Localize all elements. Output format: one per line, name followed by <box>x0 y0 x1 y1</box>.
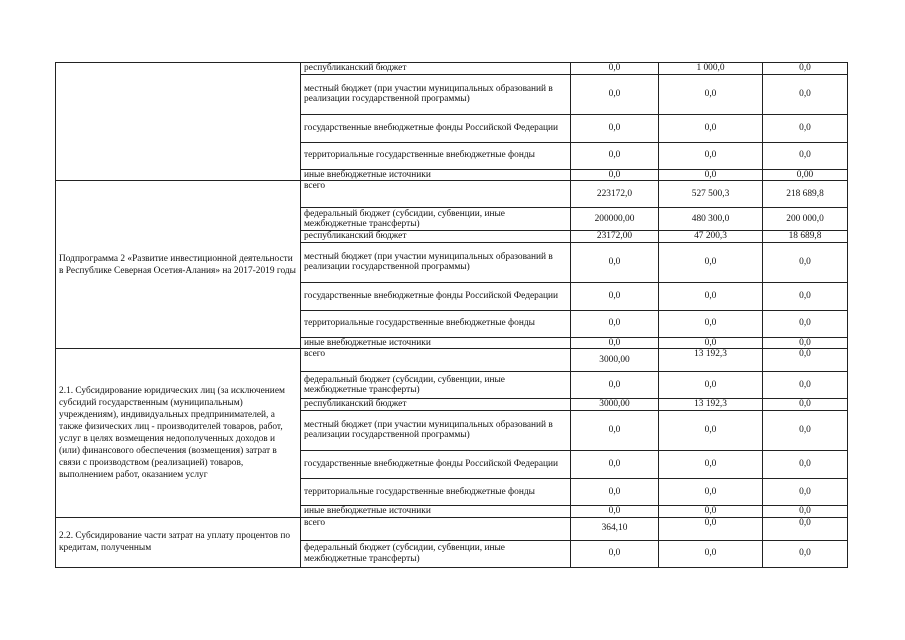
funding-source-cell: государственные внебюджетные фонды Российской Федерации <box>301 282 571 310</box>
value-cell-year-2: 0,0 <box>659 337 763 349</box>
funding-source-cell: местный бюджет (при участии муниципальных образований в реализации государственной программы) <box>301 242 571 282</box>
funding-source-cell: местный бюджет (при участии муниципальных образований в реализации государственной программы) <box>301 410 571 450</box>
program-name-cell: 2.1. Субсидирование юридических лиц (за исключением субсидий государственным (муниципальным) учреждениям), индивидуальных предпринимателей, а также физических лиц - производителей товаров, работ, услуг в целях возмещения недополученных доходов и (или) финансового обеспечения (возмещения) затрат в связи с производством (реализацией) товаров, выполнением работ, оказанием услуг <box>56 349 301 517</box>
value-cell-year-3: 0,0 <box>763 540 848 567</box>
funding-source-cell: иные внебюджетные источники <box>301 505 571 517</box>
value-cell-year-3: 0,00 <box>763 169 848 181</box>
program-name-cell <box>56 63 301 181</box>
value-cell-year-1: 3000,00 <box>571 349 659 372</box>
value-cell-year-1: 0,0 <box>571 410 659 450</box>
value-cell-year-2: 0,0 <box>659 478 763 505</box>
value-cell-year-2: 0,0 <box>659 114 763 142</box>
value-cell-year-3: 218 689,8 <box>763 181 848 208</box>
table-row <box>56 517 848 540</box>
value-cell-year-1: 200000,00 <box>571 208 659 231</box>
value-cell-year-2: 1 000,0 <box>659 63 763 75</box>
value-cell-year-3: 0,0 <box>763 505 848 517</box>
value-cell-year-2: 0,0 <box>659 505 763 517</box>
value-cell-year-2: 0,0 <box>659 242 763 282</box>
value-cell-year-2: 0,0 <box>659 74 763 114</box>
value-cell-year-2: 527 500,3 <box>659 181 763 208</box>
budget-table-body <box>56 63 848 568</box>
value-cell-year-2: 0,0 <box>659 282 763 310</box>
funding-source-cell: иные внебюджетные источники <box>301 337 571 349</box>
value-cell-year-1: 3000,00 <box>571 399 659 411</box>
value-cell-year-1: 0,0 <box>571 478 659 505</box>
funding-source-cell: государственные внебюджетные фонды Российской Федерации <box>301 450 571 478</box>
value-cell-year-3: 0,0 <box>763 410 848 450</box>
value-cell-year-2: 13 192,3 <box>659 399 763 411</box>
table-row <box>56 349 848 372</box>
value-cell-year-1: 0,0 <box>571 372 659 399</box>
document-page <box>55 62 847 568</box>
funding-source-cell: республиканский бюджет <box>301 231 571 243</box>
funding-source-cell: федеральный бюджет (субсидии, субвенции, иные межбюджетные трансферты) <box>301 540 571 567</box>
program-name-cell: 2.2. Субсидирование части затрат на уплату процентов по кредитам, полученным <box>56 517 301 567</box>
funding-source-cell: местный бюджет (при участии муниципальных образований в реализации государственной программы) <box>301 74 571 114</box>
value-cell-year-3: 0,0 <box>763 310 848 337</box>
table-row <box>56 63 848 75</box>
funding-source-cell: всего <box>301 517 571 540</box>
table-row <box>56 181 848 208</box>
value-cell-year-1: 0,0 <box>571 63 659 75</box>
value-cell-year-1: 23172,00 <box>571 231 659 243</box>
value-cell-year-2: 0,0 <box>659 540 763 567</box>
value-cell-year-3: 0,0 <box>763 399 848 411</box>
funding-source-cell: федеральный бюджет (субсидии, субвенции, иные межбюджетные трансферты) <box>301 372 571 399</box>
funding-source-cell: иные внебюджетные источники <box>301 169 571 181</box>
value-cell-year-3: 0,0 <box>763 517 848 540</box>
value-cell-year-1: 0,0 <box>571 282 659 310</box>
value-cell-year-3: 0,0 <box>763 450 848 478</box>
value-cell-year-3: 200 000,0 <box>763 208 848 231</box>
funding-source-cell: всего <box>301 349 571 372</box>
funding-source-cell: государственные внебюджетные фонды Российской Федерации <box>301 114 571 142</box>
value-cell-year-2: 0,0 <box>659 372 763 399</box>
value-cell-year-1: 0,0 <box>571 114 659 142</box>
value-cell-year-1: 0,0 <box>571 450 659 478</box>
value-cell-year-2: 0,0 <box>659 517 763 540</box>
program-name-cell: Подпрограмма 2 «Развитие инвестиционной деятельности в Республике Северная Осетия-Алания» на 2017-2019 годы <box>56 181 301 349</box>
value-cell-year-3: 0,0 <box>763 74 848 114</box>
value-cell-year-1: 0,0 <box>571 337 659 349</box>
value-cell-year-1: 0,0 <box>571 310 659 337</box>
value-cell-year-1: 0,0 <box>571 74 659 114</box>
funding-source-cell: республиканский бюджет <box>301 63 571 75</box>
value-cell-year-3: 18 689,8 <box>763 231 848 243</box>
value-cell-year-3: 0,0 <box>763 63 848 75</box>
value-cell-year-2: 0,0 <box>659 450 763 478</box>
value-cell-year-2: 0,0 <box>659 142 763 169</box>
value-cell-year-1: 0,0 <box>571 142 659 169</box>
value-cell-year-1: 364,10 <box>571 517 659 540</box>
value-cell-year-3: 0,0 <box>763 372 848 399</box>
value-cell-year-2: 0,0 <box>659 410 763 450</box>
funding-source-cell: всего <box>301 181 571 208</box>
value-cell-year-2: 0,0 <box>659 310 763 337</box>
value-cell-year-3: 0,0 <box>763 114 848 142</box>
value-cell-year-3: 0,0 <box>763 337 848 349</box>
value-cell-year-1: 0,0 <box>571 169 659 181</box>
funding-source-cell: республиканский бюджет <box>301 399 571 411</box>
value-cell-year-3: 0,0 <box>763 478 848 505</box>
value-cell-year-2: 480 300,0 <box>659 208 763 231</box>
value-cell-year-3: 0,0 <box>763 349 848 372</box>
value-cell-year-2: 0,0 <box>659 169 763 181</box>
funding-source-cell: федеральный бюджет (субсидии, субвенции, иные межбюджетные трансферты) <box>301 208 571 231</box>
value-cell-year-1: 0,0 <box>571 242 659 282</box>
funding-source-cell: территориальные государственные внебюджетные фонды <box>301 478 571 505</box>
budget-table <box>55 62 848 568</box>
value-cell-year-2: 47 200,3 <box>659 231 763 243</box>
value-cell-year-3: 0,0 <box>763 282 848 310</box>
value-cell-year-3: 0,0 <box>763 242 848 282</box>
value-cell-year-3: 0,0 <box>763 142 848 169</box>
value-cell-year-1: 223172,0 <box>571 181 659 208</box>
funding-source-cell: территориальные государственные внебюджетные фонды <box>301 310 571 337</box>
value-cell-year-1: 0,0 <box>571 540 659 567</box>
value-cell-year-2: 13 192,3 <box>659 349 763 372</box>
funding-source-cell: территориальные государственные внебюджетные фонды <box>301 142 571 169</box>
value-cell-year-1: 0,0 <box>571 505 659 517</box>
